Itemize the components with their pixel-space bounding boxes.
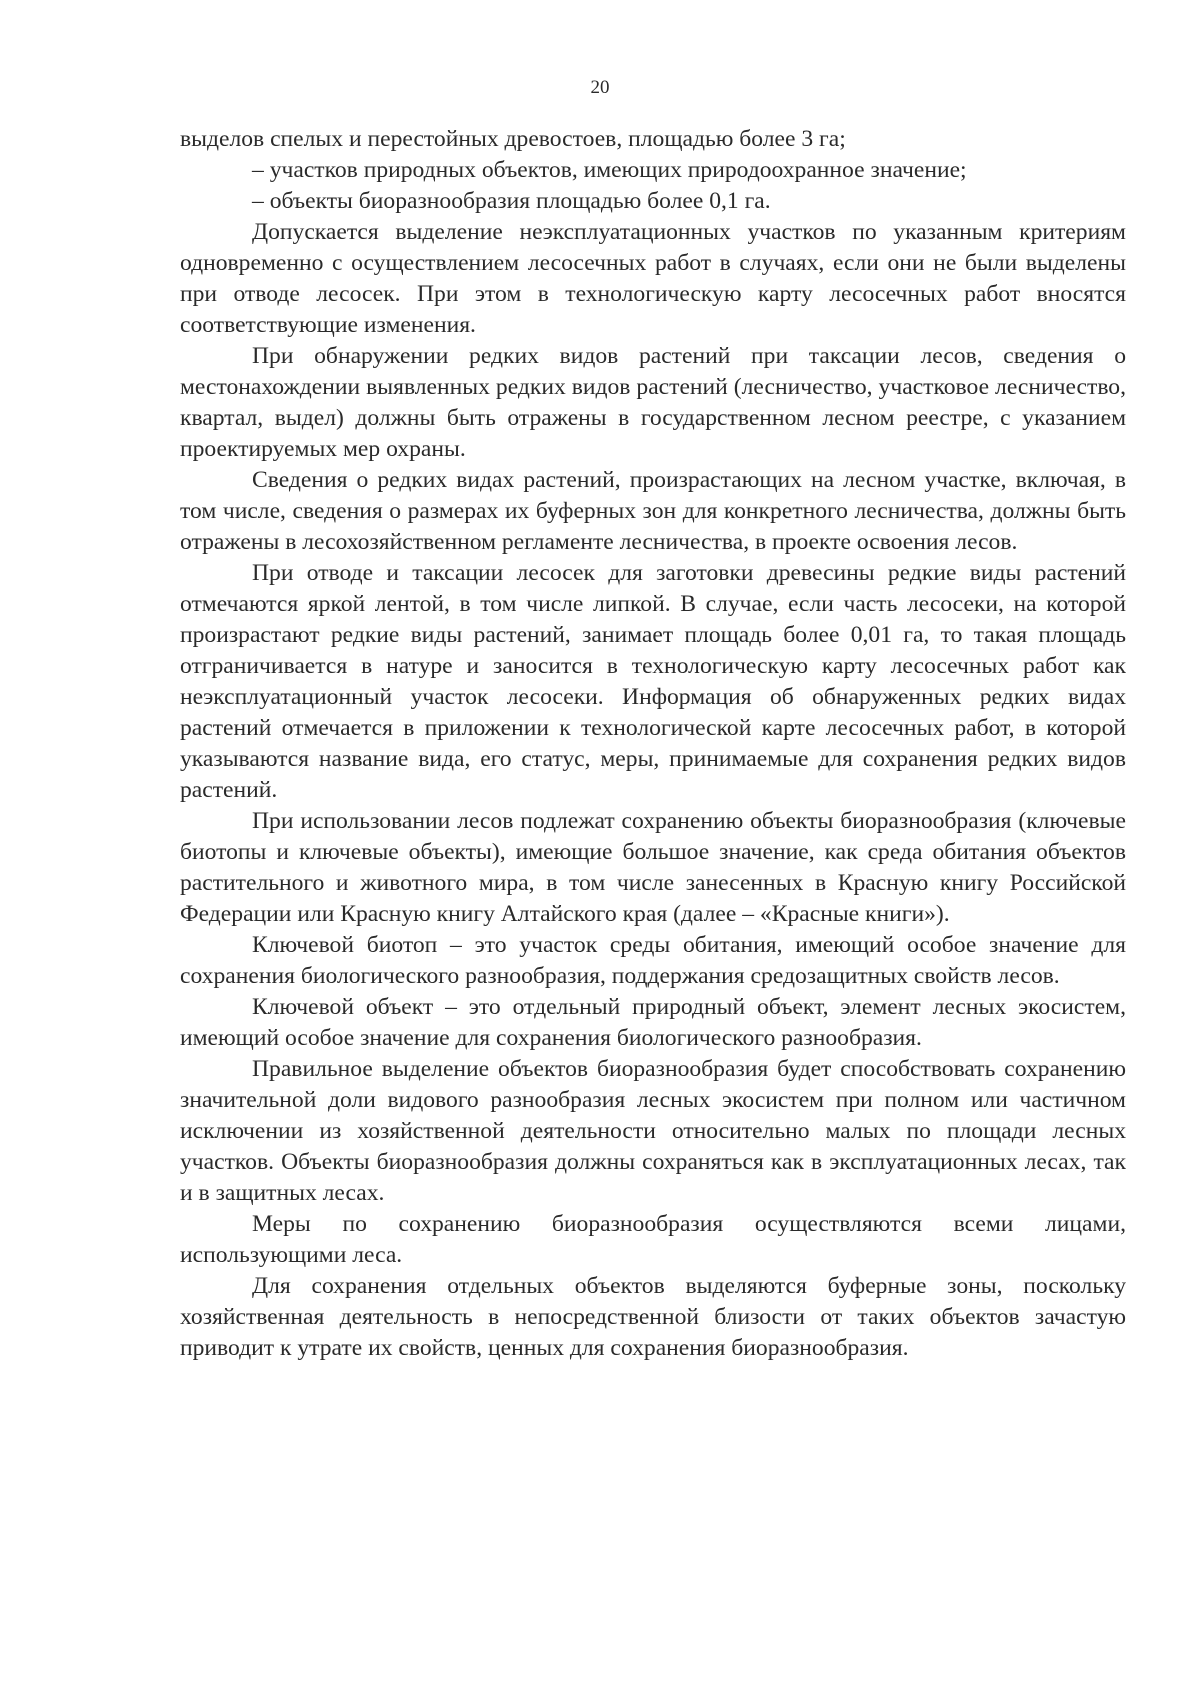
paragraph-non-exploitable-areas: Допускается выделение неэксплуатационных участков по указанным критериям одновременно с осуществлением лесосечных работ в случаях, если они не были выделены при отводе лесосек. При этом в технологическую карту лесосечных работ вносятся соответствующие изменения.: [180, 219, 1126, 338]
paragraph-rare-plants-discovery: При обнаружении редких видов растений при таксации лесов, сведения о местонахождении выявленных редких видов растений (лесничество, участковое лесничество, квартал, выдел) должны быть отражены в государственном лесном реестре, с указанием проектируемых мер охраны.: [180, 343, 1126, 462]
paragraph-buffer-zones: Для сохранения отдельных объектов выделяются буферные зоны, поскольку хозяйственная деятельность в непосредственной близости от таких объектов зачастую приводит к утрате их свойств, ценных для сохранения биоразнообразия.: [180, 1273, 1126, 1361]
page-number: 20: [590, 77, 610, 98]
paragraph-correct-selection: Правильное выделение объектов биоразнообразия будет способствовать сохранению значительной доли видового разнообразия лесных экосистем при полном или частичном исключении из хозяйственной деятельности относительно малых по площади лесных участков. Объекты биоразнообразия должны сохраняться как в эксплуатационных лесах, так и в защитных лесах.: [180, 1056, 1126, 1206]
paragraph-rare-plants-info: Сведения о редких видах растений, произрастающих на лесном участке, включая, в том числе, сведения о размерах их буферных зон для конкретного лесничества, должны быть отражены в лесохозяйственном регламенте лесничества, в проекте освоения лесов.: [180, 467, 1126, 555]
document-body: [180, 124, 1126, 1364]
list-item-natural-objects: – участков природных объектов, имеющих природоохранное значение;: [252, 157, 967, 183]
paragraph-logging-allotment: При отводе и таксации лесосек для заготовки древесины редкие виды растений отмечаются яркой лентой, в том числе липкой. В случае, если часть лесосеки, на которой произрастают редкие виды растений, занимает площадь более 0,01 га, то такая площадь отграничивается в натуре и заносится в технологическую карту лесосечных работ как неэксплуатационный участок лесосеки. Информация об обнаруженных редких видах растений отмечается в приложении к технологической карте лесосечных работ, в которой указываются название вида, его статус, меры, принимаемые для сохранения редких видов растений.: [180, 560, 1126, 803]
paragraph-key-object: Ключевой объект – это отдельный природный объект, элемент лесных экосистем, имеющий особое значение для сохранения биологического разнообразия.: [180, 994, 1126, 1051]
paragraph-biodiversity-objects: При использовании лесов подлежат сохранению объекты биоразнообразия (ключевые биотопы и ключевые объекты), имеющие большое значение, как среда обитания объектов растительного и животного мира, в том числе занесенных в Красную книгу Российской Федерации или Красную книгу Алтайского края (далее – «Красные книги»).: [180, 808, 1126, 927]
paragraph-measures: Меры по сохранению биоразнообразия осуществляются всеми лицами, использующими леса.: [180, 1211, 1126, 1268]
paragraph-continuation: выделов спелых и перестойных древостоев, площадью более 3 га;: [180, 126, 846, 152]
list-item-biodiversity-objects: – объекты биоразнообразия площадью более 0,1 га.: [252, 188, 771, 214]
paragraph-key-biotope: Ключевой биотоп – это участок среды обитания, имеющий особое значение для сохранения биологического разнообразия, поддержания средозащитных свойств лесов.: [180, 932, 1126, 989]
